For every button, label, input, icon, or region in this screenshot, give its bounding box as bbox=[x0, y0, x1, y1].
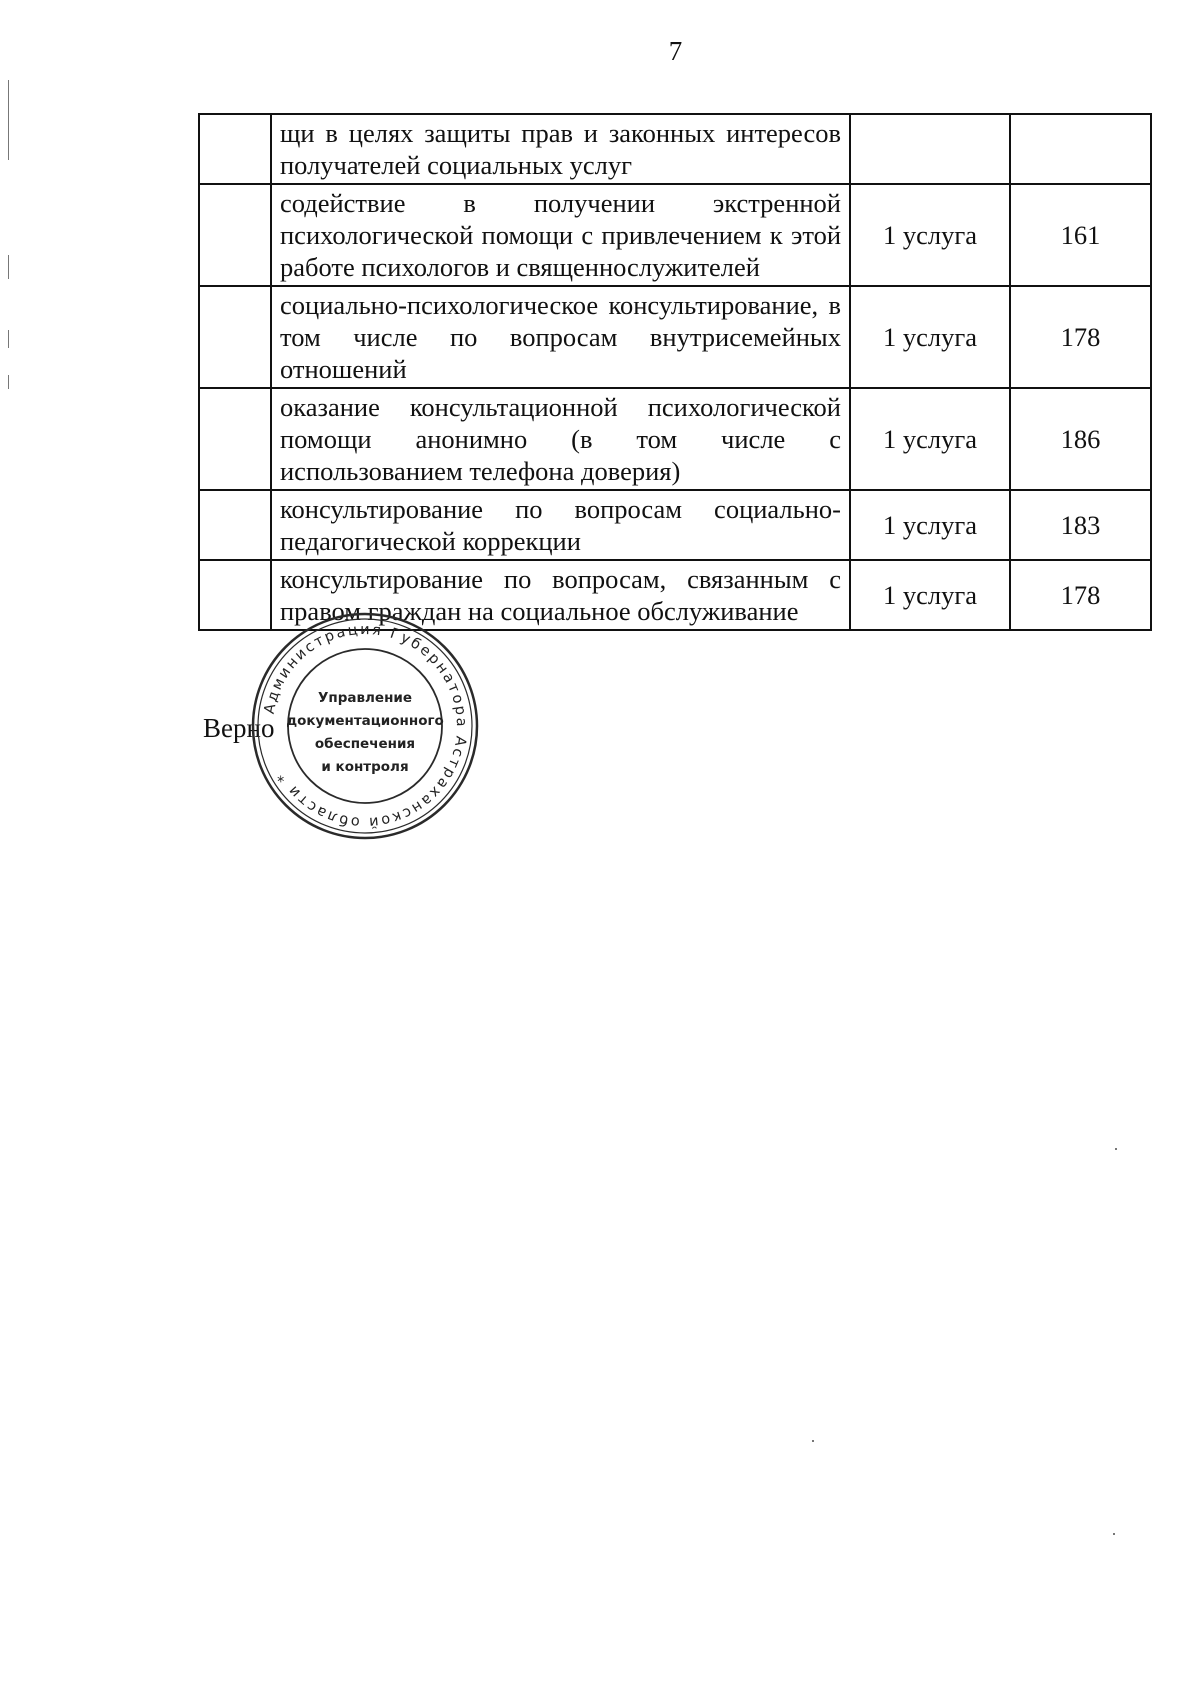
unit-cell: 1 услуга bbox=[850, 388, 1010, 490]
row-number-cell bbox=[199, 388, 271, 490]
rate-cell: 186 bbox=[1010, 388, 1151, 490]
unit-cell: 1 услуга bbox=[850, 286, 1010, 388]
rate-cell bbox=[1010, 114, 1151, 184]
unit-cell: 1 услуга bbox=[850, 490, 1010, 560]
scan-dust-mark bbox=[812, 1440, 814, 1442]
scan-dust-mark bbox=[1113, 1533, 1115, 1535]
seal-center-line: обеспечения bbox=[314, 736, 416, 752]
services-table bbox=[198, 113, 1152, 631]
unit-cell bbox=[850, 114, 1010, 184]
seal-center-line: Управление bbox=[317, 690, 413, 706]
unit-cell: 1 услуга bbox=[850, 184, 1010, 286]
scan-edge-mark bbox=[8, 255, 9, 279]
table-row bbox=[199, 388, 1151, 490]
service-description: социально-психологическое консультирование, в том числе по вопросам внутрисемейных отношений bbox=[271, 286, 850, 388]
unit-cell: 1 услуга bbox=[850, 560, 1010, 630]
seal-center-line: документационного bbox=[286, 713, 444, 729]
scan-dust-mark bbox=[1115, 1148, 1117, 1150]
row-number-cell bbox=[199, 184, 271, 286]
row-number-cell bbox=[199, 114, 271, 184]
page-number: 7 bbox=[668, 36, 683, 66]
official-seal-stamp bbox=[250, 611, 480, 841]
service-description: консультирование по вопросам социально-педагогической коррекции bbox=[271, 490, 850, 560]
service-description: оказание консультационной психологической помощи анонимно (в том числе с использованием телефона доверия) bbox=[271, 388, 850, 490]
service-description: щи в целях защиты прав и законных интересов получателей социальных услуг bbox=[271, 114, 850, 184]
table-row bbox=[199, 490, 1151, 560]
seal-center-line: и контроля bbox=[321, 759, 409, 775]
rate-cell: 161 bbox=[1010, 184, 1151, 286]
service-description: содействие в получении экстренной психологической помощи с привлечением к этой работе психологов и священнослужителей bbox=[271, 184, 850, 286]
certification-label: Верно bbox=[203, 713, 275, 743]
rate-cell: 183 bbox=[1010, 490, 1151, 560]
row-number-cell bbox=[199, 490, 271, 560]
scan-edge-mark bbox=[8, 375, 9, 389]
table-row bbox=[199, 114, 1151, 184]
table-row bbox=[199, 286, 1151, 388]
seal-ring-text: Администрация Губернатора Астраханской области * bbox=[261, 621, 470, 831]
scan-edge-mark bbox=[8, 80, 9, 160]
scan-edge-mark bbox=[8, 330, 9, 348]
rate-cell: 178 bbox=[1010, 286, 1151, 388]
service-description: консультирование по вопросам, связанным с правом граждан на социальное обслуживание bbox=[271, 560, 850, 630]
rate-cell: 178 bbox=[1010, 560, 1151, 630]
row-number-cell bbox=[199, 286, 271, 388]
table-row bbox=[199, 184, 1151, 286]
